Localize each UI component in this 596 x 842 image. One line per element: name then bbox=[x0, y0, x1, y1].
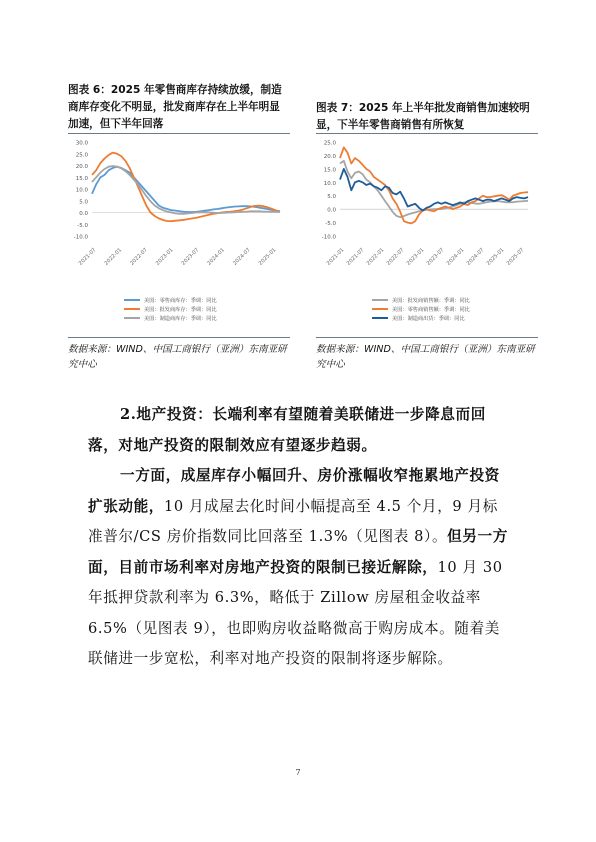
y-tick-label: 0.0 bbox=[327, 207, 336, 214]
figure6-bottom-rule bbox=[68, 337, 290, 338]
y-tick-label: -5.0 bbox=[77, 222, 88, 229]
x-tick-label: 2024-01 bbox=[206, 247, 226, 267]
legend-label: 美国：零售商库存：季调：同比 bbox=[144, 298, 217, 305]
figure7-bottom-rule bbox=[316, 337, 538, 338]
series-line-2 bbox=[340, 147, 528, 223]
y-tick-label: 5.0 bbox=[79, 199, 88, 206]
x-tick-label: 2022-07 bbox=[129, 247, 149, 267]
figure6-top-rule bbox=[68, 133, 290, 134]
y-tick-label: 10.0 bbox=[75, 187, 88, 194]
x-tick-label: 2023-07 bbox=[425, 247, 446, 267]
x-tick-label: 2023-07 bbox=[180, 247, 201, 267]
figure6-chart bbox=[62, 136, 290, 336]
x-tick-label: 2022-01 bbox=[103, 247, 124, 267]
y-tick-label: 25.0 bbox=[323, 140, 336, 147]
figure6-title: 图表 6：2025 年零售商库存持续放缓，制造商库存变化不明显，批发商库存在上半年明显加速，但下半年回落 bbox=[68, 84, 282, 130]
legend-label: 美国：制造商库存：季调：同比 bbox=[144, 316, 217, 323]
legend-label: 美国：批发商库存：季调：同比 bbox=[144, 307, 217, 314]
x-tick-label: 2024-01 bbox=[445, 247, 466, 267]
text-run: 10 月成屋去化时间小幅提高至 4.5 个月，9 月标准普尔/CS 房价指数同比回落至 1.3%（见图表 8）。 bbox=[88, 497, 498, 545]
y-tick-label: 20.0 bbox=[323, 153, 336, 160]
legend-label: 美国：制造商出货：季调：同比 bbox=[392, 316, 465, 323]
figure7-title: 图表 7：2025 年上半年批发商销售加速较明显，下半年零售商销售有所恢复 bbox=[316, 102, 530, 131]
x-tick-label: 2024-07 bbox=[465, 247, 486, 267]
text-run: 一方面，成屋库存小幅回升、房价涨幅收窄拖累地产投资扩张动能， bbox=[88, 467, 500, 515]
y-tick-label: 10.0 bbox=[323, 180, 336, 187]
x-tick-label: 2025-07 bbox=[505, 247, 526, 267]
series-line-3 bbox=[340, 169, 528, 211]
x-tick-label: 2025-01 bbox=[485, 247, 506, 267]
series-line-1 bbox=[92, 167, 280, 212]
page-number: 7 bbox=[295, 768, 301, 777]
text-run: 但另一方面，目前市场利率对房地产投资的限制已接近解除， bbox=[88, 528, 508, 576]
legend-label: 美国：批发商销售额：季调：同比 bbox=[392, 298, 470, 305]
x-tick-label: 2021-07 bbox=[77, 247, 98, 267]
x-tick-label: 2023-01 bbox=[154, 247, 175, 267]
y-tick-label: -10.0 bbox=[321, 234, 336, 241]
x-tick-label: 2025-01 bbox=[257, 247, 278, 267]
text-run: 10 月 30 年抵押贷款利率为 6.3%，略低于 Zillow 房屋租金收益率 6.5%（见图表 9），也即购房收益略微高于购房成本。随着美联储进一步宽松，利率对地产投资的限制将逐步解除。 bbox=[88, 558, 503, 667]
y-tick-label: -5.0 bbox=[325, 221, 336, 228]
legend-label: 美国：零售商销售额：季调：同比 bbox=[392, 307, 470, 314]
y-tick-label: 5.0 bbox=[327, 194, 336, 201]
y-tick-label: 15.0 bbox=[75, 175, 88, 182]
x-tick-label: 2022-01 bbox=[365, 247, 386, 267]
figure7-chart bbox=[310, 136, 538, 336]
y-tick-label: 15.0 bbox=[323, 167, 336, 174]
figure7-source: 数据来源：WIND、中国工商银行（亚洲）东南亚研究中心 bbox=[316, 344, 535, 370]
y-tick-label: -10.0 bbox=[73, 234, 88, 241]
y-tick-label: 25.0 bbox=[75, 152, 88, 159]
text-run: 2.地产投资：长端利率有望随着美联储进一步降息而回落，对地产投资的限制效应有望逐步趋弱。 bbox=[88, 406, 486, 454]
x-tick-label: 2024-07 bbox=[232, 247, 252, 267]
y-tick-label: 0.0 bbox=[79, 211, 88, 217]
x-tick-label: 2022-07 bbox=[385, 247, 406, 267]
heading-paragraph bbox=[88, 400, 508, 461]
x-tick-label: 2021-01 bbox=[325, 247, 346, 267]
y-tick-label: 20.0 bbox=[75, 164, 88, 170]
x-tick-label: 2023-01 bbox=[405, 247, 426, 267]
body-paragraph bbox=[88, 461, 508, 675]
x-tick-label: 2021-07 bbox=[345, 247, 366, 267]
figure7-top-rule bbox=[316, 133, 538, 134]
y-tick-label: 30.0 bbox=[75, 140, 88, 147]
figure6-source: 数据来源：WIND、中国工商银行（亚洲）东南亚研究中心 bbox=[68, 344, 287, 370]
